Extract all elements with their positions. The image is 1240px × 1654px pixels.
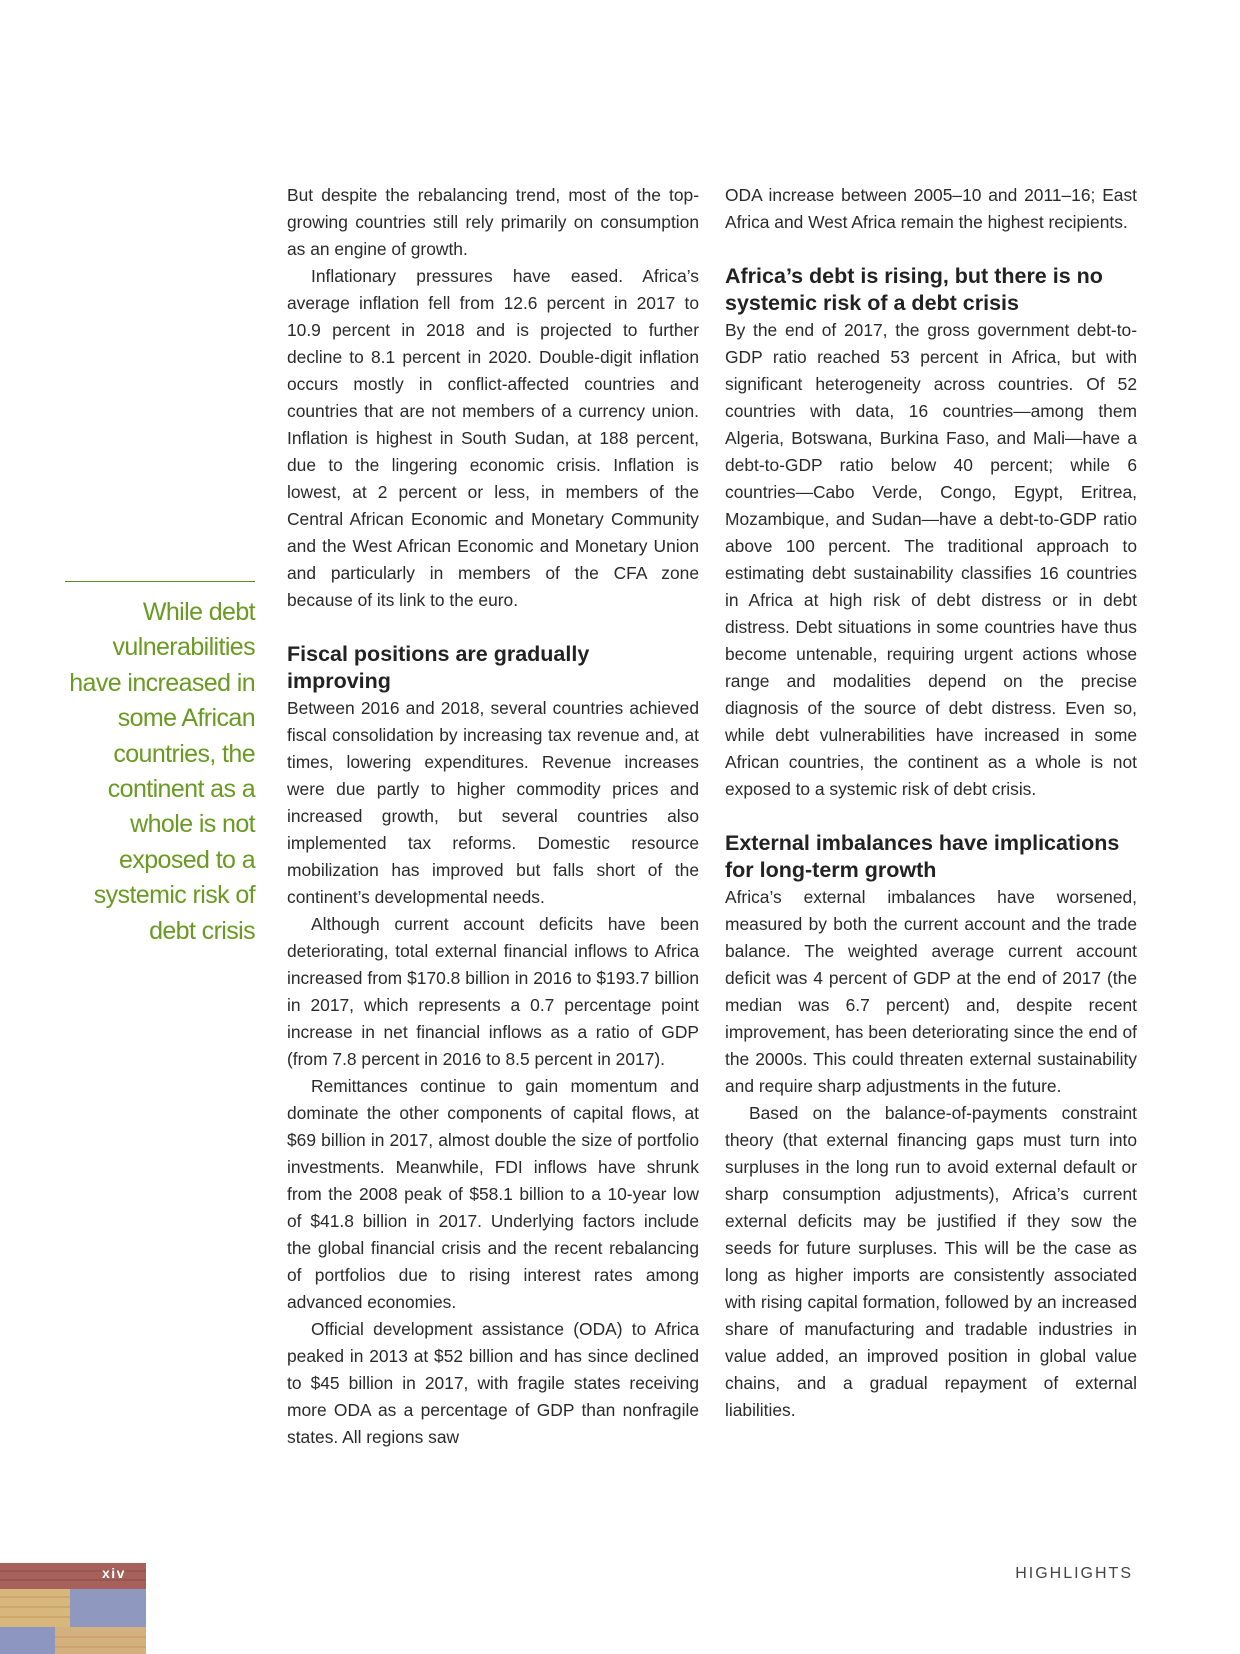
pull-quote: While debt vulnerabilities have increased in some African countries, the continent as a whole is not exposed to a systemic risk of debt crisis <box>65 581 255 949</box>
spacer <box>287 614 699 641</box>
spacer <box>725 236 1137 263</box>
right-column <box>725 182 1137 1424</box>
left-paragraph-2: Inflationary pressures have eased. Africa’s average inflation fell from 12.6 percent in 2017 to 10.9 percent in 2018 and is projected to further decline to 8.1 percent in 2020. Double-digit inflation occurs mostly in conflict-affected countries and countries that are not members of a currency union. Inflation is highest in South Sudan, at 188 percent, due to the lingering economic crisis. Inflation is lowest, at 2 percent or less, in members of the Central African Economic and Monetary Community and the West African Economic and Monetary Union and particularly in members of the CFA zone because of its link to the euro. <box>287 266 699 610</box>
left-column <box>287 182 699 1451</box>
heading-debt-rising: Africa’s debt is rising, but there is no systemic risk of a debt crisis <box>725 264 1103 315</box>
left-paragraph-1: But despite the rebalancing trend, most of the top-growing countries still rely primarily on consumption as an engine of growth. <box>287 185 699 259</box>
section-label: HIGHLIGHTS <box>1015 1565 1133 1582</box>
left-paragraph-5: Remittances continue to gain momentum and dominate the other components of capital flows, at $69 billion in 2017, almost double the size of portfolio investments. Meanwhile, FDI inflows have shrunk from the 2008 peak of $58.1 billion to a 10-year low of $41.8 billion in 2017. Underlying factors include the global financial crisis and the recent rebalancing of portfolios due to rising interest rates among advanced economies. <box>287 1076 699 1312</box>
left-paragraph-6: Official development assistance (ODA) to Africa peaked in 2013 at $52 billion and has since declined to $45 billion in 2017, with fragile states receiving more ODA as a percentage of GDP than nonfragile states. All regions saw <box>287 1319 699 1447</box>
right-paragraph-3: Africa’s external imbalances have worsened, measured by both the current account and the trade balance. The weighted average current account deficit was 4 percent of GDP at the end of 2017 (the median was 6.7 percent) and, despite recent improvement, has been deteriorating since the end of the 2000s. This could threaten external sustainability and require sharp adjustments in the future. <box>725 887 1137 1096</box>
spacer <box>725 803 1137 830</box>
right-paragraph-1: ODA increase between 2005–10 and 2011–16; East Africa and West Africa remain the highest recipients. <box>725 185 1137 232</box>
left-paragraph-3: Between 2016 and 2018, several countries achieved fiscal consolidation by increasing tax revenue and, at times, lowering expenditures. Revenue increases were due partly to higher commodity prices and increased growth, but several countries also implemented tax reforms. Domestic resource mobilization has improved but falls short of the continent’s developmental needs. <box>287 698 699 907</box>
left-paragraph-4: Although current account deficits have been deteriorating, total external financial inflows to Africa increased from $170.8 billion in 2016 to $193.7 billion in 2017, which represents a 0.7 percentage point increase in net financial inflows as a ratio of GDP (from 7.8 percent in 2016 to 8.5 percent in 2017). <box>287 914 699 1069</box>
right-paragraph-2: By the end of 2017, the gross government debt-to-GDP ratio reached 53 percent in Africa, but with significant heterogeneity across countries. Of 52 countries with data, 16 countries—among them Algeria, Botswana, Burkina Faso, and Mali—have a debt-to-GDP ratio below 40 percent; while 6 countries—Cabo Verde, Congo, Egypt, Eritrea, Mozambique, and Sudan—have a debt-to-GDP ratio above 100 percent. The traditional approach to estimating debt sustainability classifies 16 countries in Africa at high risk of debt distress or in debt distress. Debt situations in some countries have thus become untenable, requiring urgent actions whose range and modalities depend on the precise diagnosis of the source of debt distress. Even so, while debt vulnerabilities have increased in some African countries, the continent as a whole is not exposed to a systemic risk of debt crisis. <box>725 320 1137 799</box>
right-paragraph-4: Based on the balance-of-payments constraint theory (that external financing gaps must turn into surpluses in the long run to avoid external default or sharp consumption adjustments), Africa’s current external deficits may be justified if they sow the seeds for future surpluses. This will be the case as long as higher imports are consistently associated with rising capital formation, followed by an increased share of manufacturing and tradable industries in value added, an improved position in global value chains, and a gradual repayment of external liabilities. <box>725 1103 1137 1420</box>
page-number: xiv <box>102 1565 126 1581</box>
heading-external-imbalances: External imbalances have implications for long-term growth <box>725 831 1120 882</box>
heading-fiscal-positions: Fiscal positions are gradually improving <box>287 642 590 693</box>
